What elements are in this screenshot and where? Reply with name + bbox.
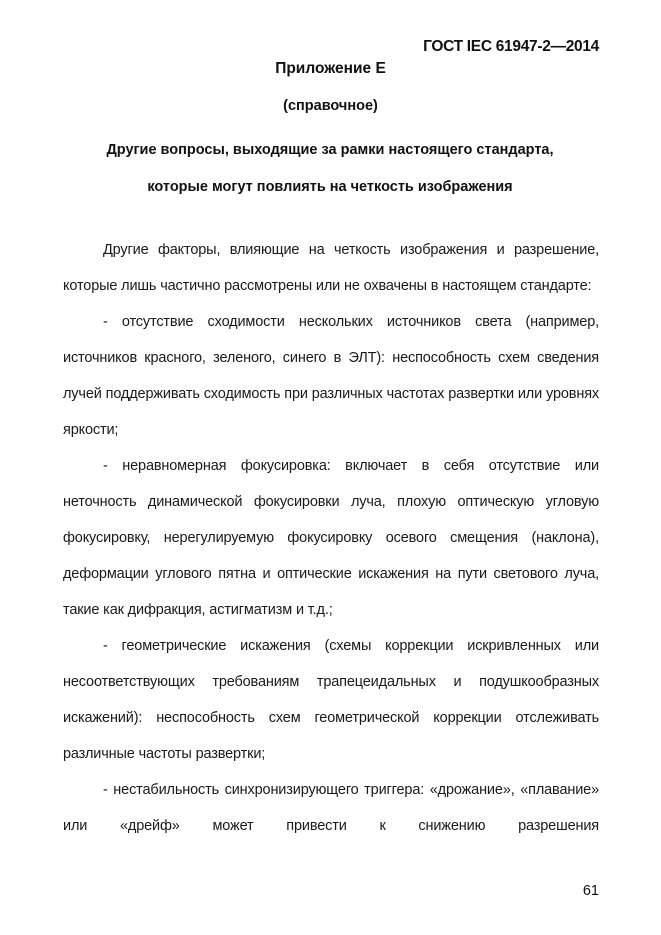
appendix-heading-line-2: которые могут повлиять на четкость изображения <box>147 179 513 195</box>
appendix-heading-line-1: Другие вопросы, выходящие за рамки настоящего стандарта, <box>106 142 554 158</box>
paragraph-sync-instability: - нестабильность синхронизирующего триггера: «дрожание», «плавание» или «дрейф» может привести к снижению разрешения <box>63 782 599 834</box>
paragraph-geometric-distortion: - геометрические искажения (схемы коррекции искривленных или несоответствующих требованиям трапецеидальных и подушкообразных искажений): неспособность схем геометрической коррекции отслеживать различные частоты развертки; <box>63 638 599 762</box>
paragraph-convergence: - отсутствие сходимости нескольких источников света (например, источников красного, зеленого, синего в ЭЛТ): неспособность схем сведения лучей поддерживать сходимость при различных частотах развертки или уровнях яркости; <box>63 314 599 438</box>
paragraph-focusing: - неравномерная фокусировка: включает в себя отсутствие или неточность динамической фокусировки луча, плохую оптическую угловую фокусировку, нерегулируемую фокусировку осевого смещения (наклона), деформации углового пятна и оптические искажения на пути светового луча, такие как дифракция, астигматизм и т.д.; <box>63 458 599 618</box>
appendix-heading <box>60 132 600 206</box>
paragraph-intro: Другие факторы, влияющие на четкость изображения и разрешение, которые лишь частично рассмотрены или не охвачены в настоящем стандарте: <box>63 242 599 294</box>
appendix-type: (справочное) <box>283 98 378 114</box>
page-number: 61 <box>582 883 599 899</box>
standard-code: ГОСТ IEC 61947-2—2014 <box>423 38 599 55</box>
body-text <box>63 232 599 844</box>
appendix-title: Приложение Е <box>275 60 386 77</box>
